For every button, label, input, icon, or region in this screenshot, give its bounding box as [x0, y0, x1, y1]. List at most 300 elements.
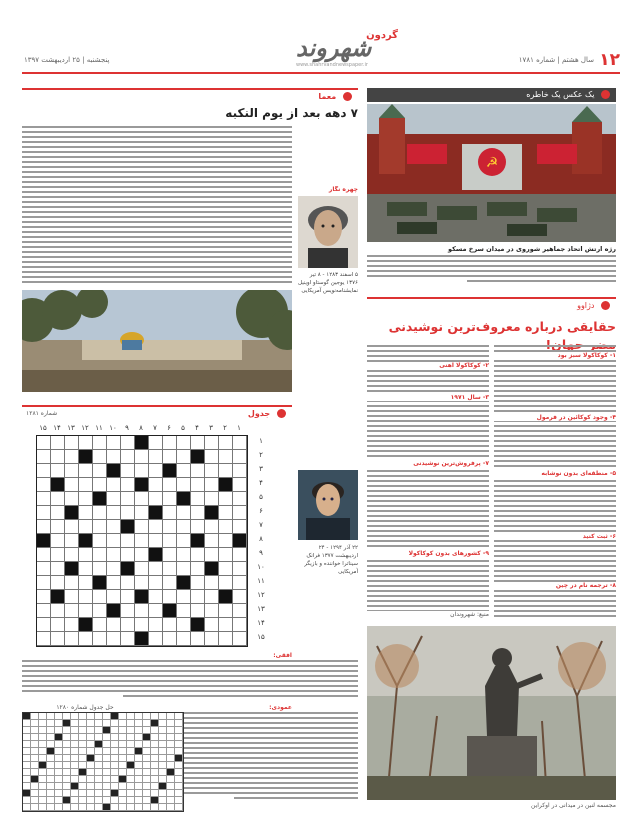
- crossword-cell[interactable]: [191, 590, 205, 604]
- crossword-cell[interactable]: [121, 478, 135, 492]
- crossword-cell[interactable]: [233, 492, 247, 506]
- website: www.shahrvandnewspaper.ir: [296, 62, 368, 68]
- solution-cell: [175, 762, 183, 769]
- crossword-cell[interactable]: [107, 506, 121, 520]
- solution-cell: [87, 748, 95, 755]
- crossword-cell[interactable]: [233, 590, 247, 604]
- solution-cell: [47, 769, 55, 776]
- solution-cell: [47, 713, 55, 720]
- crossword-cell[interactable]: [65, 590, 79, 604]
- crossword-cell[interactable]: [79, 576, 93, 590]
- solution-cell: [135, 720, 143, 727]
- solution-cell: [175, 769, 183, 776]
- crossword-cell[interactable]: [79, 548, 93, 562]
- solution-cell: [23, 769, 31, 776]
- crossword-cell[interactable]: [219, 562, 233, 576]
- lenin-statue-photo: [367, 626, 616, 800]
- solution-cell: [103, 734, 111, 741]
- crossword-cell[interactable]: [149, 576, 163, 590]
- row-num: ۴: [259, 479, 263, 487]
- solution-cell: [143, 783, 151, 790]
- crossword-cell[interactable]: [65, 604, 79, 618]
- masthead-logo: [290, 28, 400, 70]
- crossword-cell[interactable]: [191, 604, 205, 618]
- crossword-cell[interactable]: [149, 618, 163, 632]
- crossword-cell[interactable]: [51, 534, 65, 548]
- crossword-cell[interactable]: [149, 436, 163, 450]
- crossword-cell[interactable]: [107, 548, 121, 562]
- crossword-cell[interactable]: [149, 520, 163, 534]
- crossword-cell[interactable]: [233, 548, 247, 562]
- crossword-cell[interactable]: [219, 534, 233, 548]
- solution-cell: [111, 762, 119, 769]
- crossword-cell[interactable]: [219, 604, 233, 618]
- solution-cell: [79, 755, 87, 762]
- crossword-cell[interactable]: [93, 604, 107, 618]
- solution-cell: [167, 804, 175, 811]
- crossword-cell[interactable]: [121, 492, 135, 506]
- crossword-cell: [135, 632, 149, 646]
- crossword-cell[interactable]: [51, 492, 65, 506]
- crossword-cell[interactable]: [205, 534, 219, 548]
- solution-cell: [47, 776, 55, 783]
- crossword-cell[interactable]: [93, 590, 107, 604]
- crossword-cell[interactable]: [149, 590, 163, 604]
- crossword-cell[interactable]: [177, 604, 191, 618]
- crossword-cell[interactable]: [79, 604, 93, 618]
- solution-grid: [22, 712, 184, 812]
- crossword-cell[interactable]: [205, 604, 219, 618]
- crossword-cell[interactable]: [37, 632, 51, 646]
- crossword-cell[interactable]: [233, 576, 247, 590]
- solution-cell: [151, 713, 159, 720]
- crossword-cell[interactable]: [37, 590, 51, 604]
- crossword-cell[interactable]: [37, 450, 51, 464]
- crossword-cell[interactable]: [233, 506, 247, 520]
- crossword-cell[interactable]: [93, 436, 107, 450]
- crossword-cell[interactable]: [121, 534, 135, 548]
- crossword-cell[interactable]: [121, 464, 135, 478]
- crossword-cell[interactable]: [51, 576, 65, 590]
- solution-cell: [23, 762, 31, 769]
- crossword-cell[interactable]: [107, 562, 121, 576]
- crossword-cell[interactable]: [65, 436, 79, 450]
- crossword-cell[interactable]: [51, 618, 65, 632]
- crossword-cell[interactable]: [135, 562, 149, 576]
- crossword-cell[interactable]: [163, 478, 177, 492]
- crossword-cell[interactable]: [233, 520, 247, 534]
- solution-cell: [103, 804, 111, 811]
- solution-cell: [159, 769, 167, 776]
- col-num: ۹: [125, 424, 129, 432]
- solution-cell: [87, 783, 95, 790]
- section-icon: [601, 301, 610, 310]
- solution-cell: [111, 727, 119, 734]
- crossword-cell[interactable]: [135, 492, 149, 506]
- crossword-cell[interactable]: [79, 436, 93, 450]
- crossword-cell[interactable]: [163, 492, 177, 506]
- row-num: ۱۲: [257, 591, 265, 599]
- article-source: منبع: شهروندان: [367, 611, 489, 618]
- crossword-cell[interactable]: [191, 478, 205, 492]
- crossword-cell[interactable]: [219, 576, 233, 590]
- crossword-cell[interactable]: [121, 618, 135, 632]
- crossword-cell[interactable]: [177, 506, 191, 520]
- crossword-cell: [121, 562, 135, 576]
- portrait-oneill: [298, 196, 358, 268]
- solution-cell: [159, 713, 167, 720]
- crossword-cell[interactable]: [107, 618, 121, 632]
- solution-cell: [143, 720, 151, 727]
- crossword-cell[interactable]: [65, 492, 79, 506]
- crossword-cell[interactable]: [93, 618, 107, 632]
- section-photo-memory-title: یک عکس یک خاطره: [526, 90, 595, 99]
- crossword-cell[interactable]: [79, 492, 93, 506]
- crossword-cell[interactable]: [79, 506, 93, 520]
- crossword-cell[interactable]: [93, 534, 107, 548]
- crossword-cell[interactable]: [233, 450, 247, 464]
- crossword-grid[interactable]: [36, 435, 248, 647]
- crossword-cell[interactable]: [205, 548, 219, 562]
- crossword-cell[interactable]: [205, 464, 219, 478]
- crossword-cell[interactable]: [205, 492, 219, 506]
- crossword-cell[interactable]: [149, 534, 163, 548]
- solution-cell: [143, 748, 151, 755]
- crossword-cell[interactable]: [233, 562, 247, 576]
- crossword-cell[interactable]: [177, 562, 191, 576]
- crossword-cell[interactable]: [107, 590, 121, 604]
- solution-cell: [135, 790, 143, 797]
- crossword-cell[interactable]: [79, 478, 93, 492]
- crossword-cell[interactable]: [219, 450, 233, 464]
- crossword-cell[interactable]: [163, 548, 177, 562]
- crossword-cell[interactable]: [37, 478, 51, 492]
- solution-cell: [23, 776, 31, 783]
- col-num: ۲: [223, 424, 227, 432]
- crossword-cell: [93, 576, 107, 590]
- crossword-cell[interactable]: [163, 506, 177, 520]
- solution-cell: [23, 727, 31, 734]
- crossword-cell[interactable]: [135, 548, 149, 562]
- crossword-cell: [107, 604, 121, 618]
- solution-cell: [95, 748, 103, 755]
- solution-cell: [71, 776, 79, 783]
- crossword-cell[interactable]: [135, 520, 149, 534]
- crossword-cell[interactable]: [107, 478, 121, 492]
- crossword-cell[interactable]: [205, 436, 219, 450]
- solution-cell: [119, 790, 127, 797]
- crossword-cell[interactable]: [121, 576, 135, 590]
- crossword-cell[interactable]: [37, 576, 51, 590]
- crossword-cell[interactable]: [51, 450, 65, 464]
- solution-cell: [23, 741, 31, 748]
- crossword-cell[interactable]: [219, 632, 233, 646]
- solution-cell: [167, 755, 175, 762]
- photo2-caption: مجسمه لنین در میدانی در اوکراین: [531, 802, 616, 809]
- crossword-cell[interactable]: [65, 576, 79, 590]
- crossword-cell[interactable]: [163, 436, 177, 450]
- solution-cell: [63, 720, 71, 727]
- crossword-cell[interactable]: [37, 618, 51, 632]
- solution-cell: [167, 713, 175, 720]
- crossword-cell[interactable]: [107, 632, 121, 646]
- crossword-cell[interactable]: [163, 576, 177, 590]
- crossword-cell[interactable]: [135, 464, 149, 478]
- crossword-cell[interactable]: [93, 632, 107, 646]
- crossword-cell[interactable]: [205, 478, 219, 492]
- crossword-cell[interactable]: [233, 436, 247, 450]
- crossword-cell[interactable]: [135, 534, 149, 548]
- crossword-cell[interactable]: [135, 506, 149, 520]
- crossword-cell[interactable]: [177, 590, 191, 604]
- solution-cell: [47, 727, 55, 734]
- crossword-cell[interactable]: [37, 464, 51, 478]
- solution-cell: [159, 734, 167, 741]
- crossword-cell[interactable]: [51, 548, 65, 562]
- crossword-cell[interactable]: [233, 618, 247, 632]
- crossword-cell: [79, 534, 93, 548]
- crossword-cell[interactable]: [149, 604, 163, 618]
- crossword-cell[interactable]: [121, 604, 135, 618]
- solution-cell: [47, 720, 55, 727]
- article-col-left: [367, 345, 489, 623]
- solution-cell: [119, 776, 127, 783]
- crossword-cell[interactable]: [149, 492, 163, 506]
- crossword-cell[interactable]: [79, 590, 93, 604]
- crossword-cell[interactable]: [219, 618, 233, 632]
- crossword-cell[interactable]: [149, 632, 163, 646]
- lenin-statue-illustration: [367, 626, 616, 800]
- solution-cell: [95, 727, 103, 734]
- crossword-cell[interactable]: [163, 450, 177, 464]
- solution-cell: [31, 762, 39, 769]
- crossword-cell[interactable]: [121, 548, 135, 562]
- crossword-cell[interactable]: [107, 520, 121, 534]
- solution-cell: [63, 797, 71, 804]
- crossword-cell[interactable]: [51, 464, 65, 478]
- crossword-cell[interactable]: [93, 520, 107, 534]
- crossword-cell[interactable]: [191, 576, 205, 590]
- solution-cell: [79, 762, 87, 769]
- solution-cell: [31, 720, 39, 727]
- crossword-cell[interactable]: [219, 548, 233, 562]
- crossword-cell[interactable]: [191, 548, 205, 562]
- solution-cell: [23, 804, 31, 811]
- crossword-cell[interactable]: [177, 534, 191, 548]
- crossword-cell[interactable]: [177, 618, 191, 632]
- solution-cell: [151, 783, 159, 790]
- crossword-cell[interactable]: [107, 436, 121, 450]
- crossword-cell[interactable]: [37, 604, 51, 618]
- crossword-cell[interactable]: [219, 436, 233, 450]
- crossword-cell[interactable]: [163, 562, 177, 576]
- solution-cell: [23, 734, 31, 741]
- crossword-cell[interactable]: [51, 604, 65, 618]
- solution-cell: [71, 783, 79, 790]
- crossword-cell[interactable]: [37, 436, 51, 450]
- crossword-cell[interactable]: [79, 520, 93, 534]
- crossword-cell: [93, 492, 107, 506]
- solution-cell: [127, 741, 135, 748]
- solution-cell: [119, 804, 127, 811]
- crossword-cell[interactable]: [51, 632, 65, 646]
- crossword-cell[interactable]: [191, 436, 205, 450]
- crossword-cell[interactable]: [121, 506, 135, 520]
- crossword-cell[interactable]: [37, 562, 51, 576]
- solution-cell: [167, 797, 175, 804]
- solution-cell: [23, 720, 31, 727]
- solution-cell: [151, 734, 159, 741]
- solution-cell: [71, 741, 79, 748]
- crossword-cell[interactable]: [135, 450, 149, 464]
- crossword-cell[interactable]: [177, 450, 191, 464]
- crossword-cell: [121, 520, 135, 534]
- solution-cell: [127, 797, 135, 804]
- solution-cell: [39, 769, 47, 776]
- crossword-cell[interactable]: [93, 450, 107, 464]
- solution-cell: [159, 790, 167, 797]
- crossword-cell[interactable]: [65, 632, 79, 646]
- crossword-cell[interactable]: [65, 534, 79, 548]
- crossword-cell[interactable]: [79, 632, 93, 646]
- crossword-cell[interactable]: [93, 478, 107, 492]
- crossword-cell[interactable]: [51, 506, 65, 520]
- crossword-cell[interactable]: [93, 548, 107, 562]
- crossword-cell[interactable]: [163, 590, 177, 604]
- crossword-cell[interactable]: [79, 464, 93, 478]
- crossword-cell: [177, 576, 191, 590]
- crossword-cell[interactable]: [37, 506, 51, 520]
- solution-cell: [127, 804, 135, 811]
- col-num: ۳: [209, 424, 213, 432]
- crossword-cell[interactable]: [107, 450, 121, 464]
- crossword-cell[interactable]: [191, 520, 205, 534]
- crossword-cell[interactable]: [233, 478, 247, 492]
- crossword-cell[interactable]: [93, 506, 107, 520]
- crossword-cell[interactable]: [65, 478, 79, 492]
- solution-cell: [151, 797, 159, 804]
- crossword-cell[interactable]: [135, 618, 149, 632]
- solution-cell: [119, 713, 127, 720]
- section-riddle-bar: [22, 88, 358, 102]
- crossword-cell[interactable]: [205, 520, 219, 534]
- section-photo-memory-bar: [367, 88, 616, 102]
- crossword-cell[interactable]: [149, 450, 163, 464]
- solution-cell: [79, 741, 87, 748]
- solution-cell: [95, 804, 103, 811]
- crossword-cell[interactable]: [107, 492, 121, 506]
- col-num: ۱۰: [109, 424, 117, 432]
- crossword-cell[interactable]: [233, 632, 247, 646]
- crossword-cell[interactable]: [205, 632, 219, 646]
- crossword-cell[interactable]: [121, 436, 135, 450]
- crossword-cell[interactable]: [177, 520, 191, 534]
- crossword-cell[interactable]: [65, 520, 79, 534]
- crossword-cell[interactable]: [79, 562, 93, 576]
- crossword-cell[interactable]: [51, 562, 65, 576]
- crossword-cell[interactable]: [149, 464, 163, 478]
- crossword-cell[interactable]: [65, 464, 79, 478]
- crossword-cell[interactable]: [163, 618, 177, 632]
- solution-cell: [167, 790, 175, 797]
- crossword-cell[interactable]: [37, 520, 51, 534]
- solution-cell: [103, 755, 111, 762]
- solution-cell: [159, 741, 167, 748]
- crossword-cell[interactable]: [121, 590, 135, 604]
- crossword-cell[interactable]: [219, 506, 233, 520]
- solution-cell: [79, 727, 87, 734]
- solution-cell: [103, 727, 111, 734]
- crossword-cell[interactable]: [37, 548, 51, 562]
- solution-cell: [23, 748, 31, 755]
- crossword-cell[interactable]: [121, 632, 135, 646]
- solution-cell: [135, 804, 143, 811]
- crossword-cell[interactable]: [233, 604, 247, 618]
- crossword-cell[interactable]: [177, 478, 191, 492]
- crossword-cell[interactable]: [219, 492, 233, 506]
- crossword-cell[interactable]: [163, 520, 177, 534]
- crossword-cell[interactable]: [135, 604, 149, 618]
- crossword-cell[interactable]: [107, 534, 121, 548]
- crossword-cell[interactable]: [177, 464, 191, 478]
- solution-cell: [79, 776, 87, 783]
- crossword-cell[interactable]: [177, 548, 191, 562]
- crossword-cell: [163, 604, 177, 618]
- crossword-cell[interactable]: [163, 632, 177, 646]
- crossword-cell[interactable]: [51, 436, 65, 450]
- crossword-cell[interactable]: [191, 562, 205, 576]
- crossword-cell[interactable]: [177, 436, 191, 450]
- crossword-cell[interactable]: [93, 464, 107, 478]
- solution-cell: [143, 762, 151, 769]
- solution-cell: [167, 734, 175, 741]
- riddle-headline: ۷ دهه بعد از یوم النکبه: [225, 106, 358, 120]
- crossword-cell[interactable]: [65, 618, 79, 632]
- col-num: ۶: [167, 424, 171, 432]
- crossword-cell[interactable]: [191, 464, 205, 478]
- crossword-cell[interactable]: [191, 632, 205, 646]
- crossword-cell[interactable]: [135, 576, 149, 590]
- crossword-cell[interactable]: [149, 478, 163, 492]
- solution-cell: [151, 755, 159, 762]
- solution-cell: [63, 748, 71, 755]
- crossword-cell[interactable]: [177, 632, 191, 646]
- crossword-cell[interactable]: [51, 520, 65, 534]
- crossword-cell[interactable]: [191, 492, 205, 506]
- crossword-cell[interactable]: [205, 576, 219, 590]
- crossword-cell[interactable]: [65, 548, 79, 562]
- crossword-cell[interactable]: [65, 450, 79, 464]
- crossword-cell[interactable]: [163, 534, 177, 548]
- crossword-cell[interactable]: [205, 590, 219, 604]
- solution-cell: [111, 797, 119, 804]
- crossword-cell[interactable]: [219, 464, 233, 478]
- crossword-cell[interactable]: [37, 492, 51, 506]
- crossword-cell[interactable]: [205, 450, 219, 464]
- crossword-cell[interactable]: [191, 506, 205, 520]
- crossword-cell[interactable]: [121, 450, 135, 464]
- crossword-cell: [149, 548, 163, 562]
- crossword-cell[interactable]: [205, 618, 219, 632]
- solution-cell: [151, 776, 159, 783]
- crossword-cell[interactable]: [219, 520, 233, 534]
- crossword-cell[interactable]: [233, 464, 247, 478]
- solution-cell: [127, 713, 135, 720]
- solution-cell: [47, 797, 55, 804]
- crossword-cell[interactable]: [93, 562, 107, 576]
- crossword-cell[interactable]: [149, 562, 163, 576]
- crossword-cell[interactable]: [107, 576, 121, 590]
